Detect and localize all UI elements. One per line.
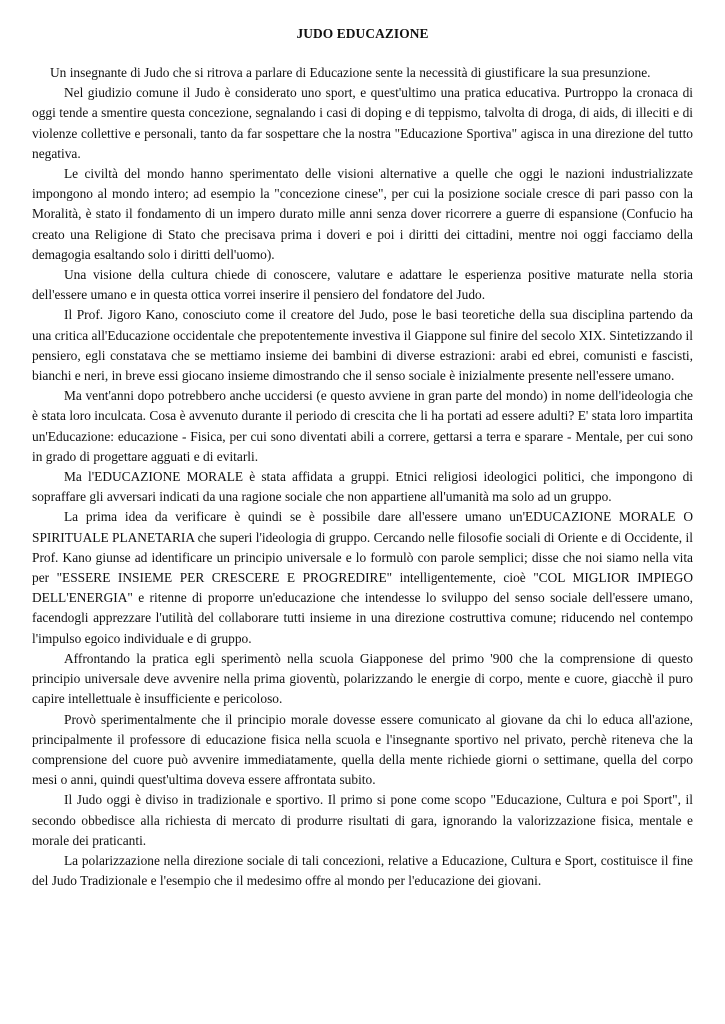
document-title: JUDO EDUCAZIONE	[296, 26, 429, 41]
document-body	[32, 63, 693, 891]
paragraph-judo-oggi: Il Judo oggi è diviso in tradizionale e sportivo. Il primo si pone come scopo "Educazione, Cultura e poi Sport", il secondo obbedisce alla richiesta di mercato di produrre risultati di gara, ignorando la valorizzazione fisica, mentale e morale dei praticanti.	[32, 792, 693, 848]
paragraph-intro: Un insegnante di Judo che si ritrova a parlare di Educazione sente la necessità di giustificare la sua presunzione.	[50, 65, 651, 80]
paragraph-polarizzazione: La polarizzazione nella direzione sociale di tali concezioni, relative a Educazione, Cultura e Sport, costituisce il fine del Judo Tradizionale e l'esempio che il medesimo offre al mondo per l'educazione dei giovani.	[32, 852, 693, 889]
paragraph-giudizio-comune: Nel giudizio comune il Judo è considerato uno sport, e quest'ultimo una pratica educativa. Purtroppo la cronaca di oggi tende a smentire questa concezione, segnalando i casi di doping e di teppismo, talvolta di droga, di aids, di illeciti e di violenze collettive e personali, tanto da far sospettare che la nostra "Educazione Sportiva" agisca in una direzione del tutto negativa.	[32, 85, 693, 161]
paragraph-provo-sperimentalmente: Provò sperimentalmente che il principio morale dovesse essere comunicato al giovane da chi lo educa all'azione, principalmente il professore di educazione fisica nella scuola e l'insegnante sportivo nel privato, perchè riteneva che la comprensione del cuore può avvenire immediatamente, quella della mente richiede giorni o settimane, quella del corpo mesi o anni, quindi quest'ultima doveva essere affrontata subito.	[32, 711, 693, 788]
paragraph-jigoro-kano: Il Prof. Jigoro Kano, conosciuto come il creatore del Judo, pose le basi teoretiche della sua disciplina partendo da una critica all'Educazione occidentale che prepotentemente investiva il Giappone sul finire del secolo XIX. Sintetizzando il pensiero, egli constatava che se mettiamo insieme dei bambini di diverse estrazioni: arabi ed ebrei, comunisti e fascisti, bianchi e neri, in breve essi giocano insieme dimostrando che il senso sociale è inizialmente presente nell'essere umano.	[32, 307, 693, 384]
paragraph-civilta: Le civiltà del mondo hanno sperimentato delle visioni alternative a quelle che oggi le nazioni industrializzate impongono al mondo intero; ad esempio la "concezione cinese", per cui la posizione sociale cresce di pari passo con la Moralità, è stato il fondamento di un impero durato mille anni senza dover ricorrere a guerre di espansione (Confucio ha creato una Religione di Stato che precisava prima i doveri e poi i diritti dei cittadini, mentre noi oggi facciamo della demagogia esaltando solo i diritti dell'uomo).	[32, 166, 693, 262]
paragraph-visione-cultura: Una visione della cultura chiede di conoscere, valutare e adattare le esperienza positive maturate nella storia dell'essere umano e in questa ottica vorrei inserire il pensiero del fondatore del Judo.	[32, 267, 693, 303]
paragraph-educazione-morale: Ma l'EDUCAZIONE MORALE è stata affidata a gruppi. Etnici religiosi ideologici politici, che impongono di sopraffare gli avversari indicati da una ragione sociale che non appartiene all'umanità ma solo ad un gruppo.	[32, 469, 693, 505]
paragraph-prima-idea: La prima idea da verificare è quindi se è possibile dare all'essere umano un'EDUCAZIONE MORALE O SPIRITUALE PLANETARIA che superi l'ideologia di gruppo. Cercando nelle filosofie sociali di Oriente e di Occidente, il Prof. Kano giunse ad identificare un principio universale e lo formulò con parole semplici; disse che noi siamo nella vita per "ESSERE INSIEME PER CRESCERE E PROGREDIRE" intelligentemente, cioè "COL MIGLIOR IMPIEGO DELL'ENERGIA" e ritenne di proporre un'educazione che intendesse lo sviluppo del senso sociale dell'essere umano, facendogli apprezzare l'utilità del collaborare tutti insieme in una direzione costruttiva comune; riducendo nel contempo l'impulso egoico individuale e di gruppo.	[32, 509, 693, 646]
paragraph-ventanni-dopo: Ma vent'anni dopo potrebbero anche uccidersi (e questo avviene in gran parte del mondo) in nome dell'ideologia che è stata loro inculcata. Cosa è avvenuto durante il periodo di crescita che li ha portati ad essere adulti? E' stata loro impartita un'Educazione: educazione - Fisica, per cui sono diventati abili a correre, gettarsi a terra e sparare - Mentale, per cui sono in grado di progettare agguati e di evitarli.	[32, 388, 693, 464]
paragraph-affrontando-pratica: Affrontando la pratica egli sperimentò nella scuola Giapponese del primo '900 che la comprensione di questo principio universale deve avvenire nella prima gioventù, polarizzando le energie di corpo, mente e cuore, giacchè il puro capire intellettuale è insufficiente e pericoloso.	[32, 650, 693, 707]
